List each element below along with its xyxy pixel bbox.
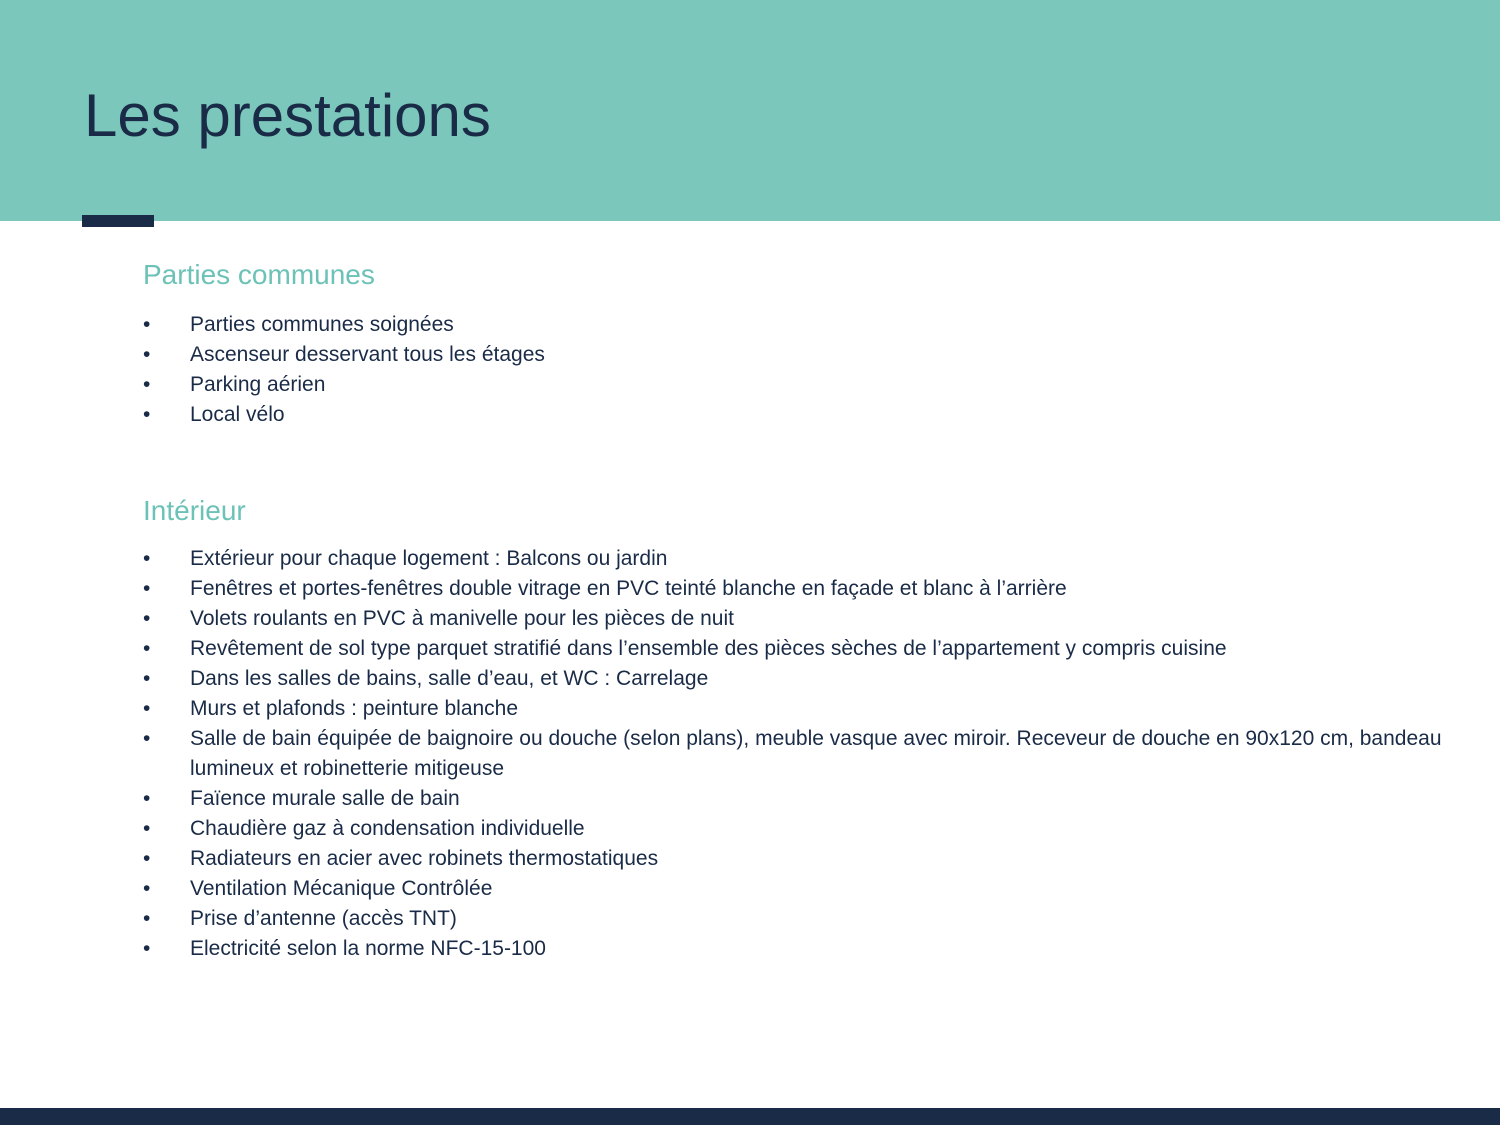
bullet-icon: •	[143, 697, 151, 720]
list-item-text: Electricité selon la norme NFC-15-100	[190, 937, 546, 960]
bullet-list-interieur	[143, 544, 1473, 964]
list-item-text: Radiateurs en acier avec robinets thermostatiques	[190, 847, 659, 870]
list-item-text: Revêtement de sol type parquet stratifié dans l’ensemble des pièces sèches de l’appartement y compris cuisine	[190, 637, 1227, 660]
bullet-icon: •	[143, 817, 151, 840]
bullet-icon: •	[143, 577, 151, 600]
list-item-text: Salle de bain équipée de baignoire ou douche (selon plans), meuble vasque avec miroir. Receveur de douche en 90x120 cm, bandeau lumineux et robinetterie mitigeuse	[190, 727, 1442, 780]
bullet-icon: •	[143, 343, 151, 366]
title-accent-bar	[82, 215, 154, 227]
section-heading-interieur: Intérieur	[143, 495, 246, 526]
list-item-text: Murs et plafonds : peinture blanche	[190, 697, 519, 720]
bullet-icon: •	[143, 403, 151, 426]
bullet-icon: •	[143, 547, 151, 570]
list-item	[143, 664, 1473, 694]
bullet-icon: •	[143, 313, 151, 336]
list-item-text: Ascenseur desservant tous les étages	[190, 343, 545, 366]
list-item	[143, 844, 1473, 874]
list-item-text: Prise d’antenne (accès TNT)	[190, 907, 457, 930]
bullet-icon: •	[143, 877, 151, 900]
bullet-list-parties-communes	[143, 310, 1473, 430]
list-item	[143, 784, 1473, 814]
list-item	[143, 544, 1473, 574]
list-item	[143, 604, 1473, 634]
bullet-icon: •	[143, 637, 151, 660]
bullet-icon: •	[143, 847, 151, 870]
bullet-icon: •	[143, 373, 151, 396]
list-item-text: Extérieur pour chaque logement : Balcons ou jardin	[190, 547, 668, 570]
list-item-text: Local vélo	[190, 403, 285, 426]
list-item-text: Dans les salles de bains, salle d’eau, et WC : Carrelage	[190, 667, 709, 690]
list-item-text: Parties communes soignées	[190, 313, 454, 336]
list-item	[143, 574, 1473, 604]
list-item	[143, 370, 1473, 400]
list-item-text: Fenêtres et portes-fenêtres double vitrage en PVC teinté blanche en façade et blanc à l’arrière	[190, 577, 1067, 600]
list-item	[143, 310, 1473, 340]
bullet-icon: •	[143, 787, 151, 810]
list-item	[143, 814, 1473, 844]
page-title: Les prestations	[84, 82, 491, 149]
bullet-icon: •	[143, 667, 151, 690]
list-item	[143, 934, 1473, 964]
list-item-text: Ventilation Mécanique Contrôlée	[190, 877, 493, 900]
list-item	[143, 340, 1473, 370]
list-item	[143, 724, 1473, 784]
list-item	[143, 694, 1473, 724]
bullet-icon: •	[143, 907, 151, 930]
section-heading-parties-communes: Parties communes	[143, 259, 375, 290]
bullet-icon: •	[143, 607, 151, 630]
list-item	[143, 904, 1473, 934]
list-item	[143, 874, 1473, 904]
list-item-text: Volets roulants en PVC à manivelle pour les pièces de nuit	[190, 607, 734, 630]
list-item-text: Chaudière gaz à condensation individuelle	[190, 817, 585, 840]
bullet-icon: •	[143, 937, 151, 960]
list-item	[143, 400, 1473, 430]
list-item-text: Parking aérien	[190, 373, 326, 396]
bullet-icon: •	[143, 727, 151, 750]
footer-band	[0, 1108, 1500, 1125]
list-item	[143, 634, 1473, 664]
list-item-text: Faïence murale salle de bain	[190, 787, 460, 810]
